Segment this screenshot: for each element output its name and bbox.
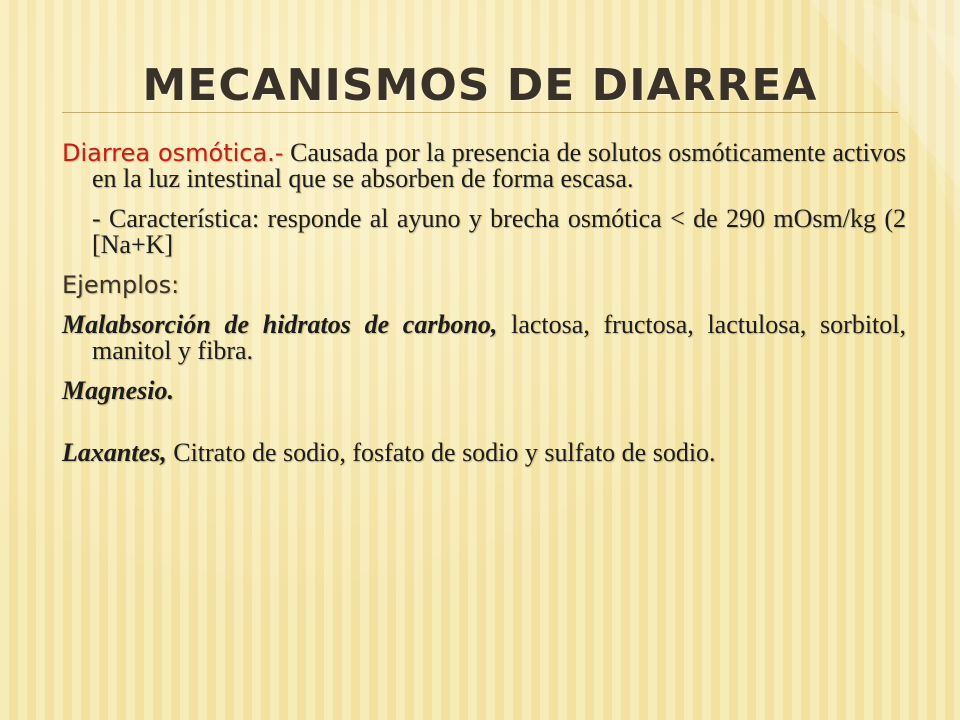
term-label: Diarrea osmótica.- <box>62 139 284 167</box>
title-divider <box>62 112 898 113</box>
example-carbohydrates-text: lactosa, fructosa, lactulosa, sorbitol, manitol y fibra. <box>92 310 906 365</box>
paragraph-definition <box>62 140 906 192</box>
paragraph-example-magnesium <box>62 378 906 404</box>
example-laxatives-emph: Laxantes, <box>62 438 167 467</box>
characteristic-text: - Característica: responde al ayuno y brecha osmótica < de 290 mOsm/kg (2 [Na+K] <box>92 204 906 259</box>
example-laxatives-text: Citrato de sodio, fosfato de sodio y sulfato de sodio. <box>166 438 716 467</box>
paragraph-examples-label <box>62 272 906 298</box>
slide-body <box>62 140 906 480</box>
example-magnesium-emph: Magnesio. <box>62 376 174 405</box>
paragraph-example-laxatives <box>62 440 906 466</box>
title-container <box>0 60 960 111</box>
example-carbohydrates-emph: Malabsorción de hidratos de carbono, <box>62 310 498 339</box>
paragraph-example-carbohydrates <box>62 312 906 364</box>
slide-title: MECANISMOS DE DIARREA <box>142 60 818 111</box>
spacer <box>62 418 906 440</box>
paragraph-characteristic <box>62 206 906 258</box>
definition-text: Causada por la presencia de solutos osmóticamente activos en la luz intestinal que se absorben de forma escasa. <box>92 138 906 193</box>
examples-label: Ejemplos: <box>62 271 180 299</box>
